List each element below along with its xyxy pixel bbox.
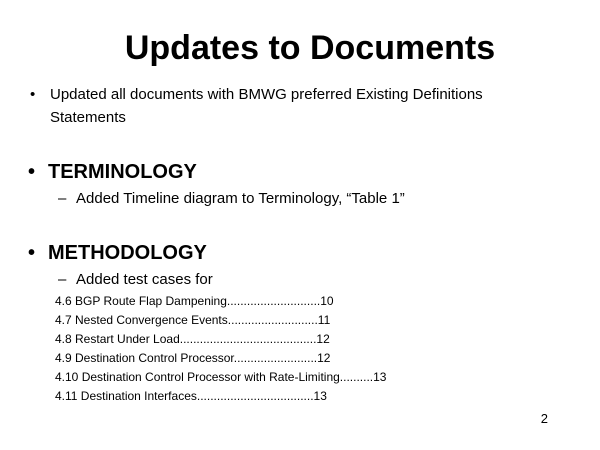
test-case-list [55, 292, 386, 406]
sub-bullet-text: Added test cases for [76, 271, 213, 288]
bullet-terminology [28, 159, 197, 185]
sub-bullet-marker: – [58, 190, 67, 207]
bullet-marker: • [30, 86, 36, 103]
test-case-entry: 4.7 Nested Convergence Events...........................11 [55, 313, 331, 327]
test-case-entry: 4.8 Restart Under Load.........................................12 [55, 332, 330, 346]
bullet-methodology [28, 240, 207, 266]
sub-bullet-test-cases [58, 270, 213, 290]
page-number: 2 [540, 411, 548, 426]
bullet-updated-definitions [30, 83, 550, 129]
test-case-entry: 4.6 BGP Route Flap Dampening............................10 [55, 294, 334, 308]
sub-bullet-timeline [58, 189, 405, 209]
sub-bullet-text: Added Timeline diagram to Terminology, “Table 1” [76, 190, 405, 207]
bullet-marker: • [28, 242, 36, 264]
bullet-text: Updated all documents with BMWG preferred Existing Definitions Statements [50, 86, 483, 126]
sub-bullet-marker: – [58, 271, 67, 288]
slide-title: Updates to Documents [124, 29, 496, 67]
section-heading-methodology: METHODOLOGY [48, 242, 207, 264]
test-case-entry: 4.10 Destination Control Processor with Rate-Limiting..........13 [55, 370, 387, 384]
test-case-entry: 4.11 Destination Interfaces...................................13 [55, 389, 327, 403]
test-case-entry: 4.9 Destination Control Processor.........................12 [55, 351, 331, 365]
bullet-marker: • [28, 161, 36, 183]
section-heading-terminology: TERMINOLOGY [48, 161, 197, 183]
